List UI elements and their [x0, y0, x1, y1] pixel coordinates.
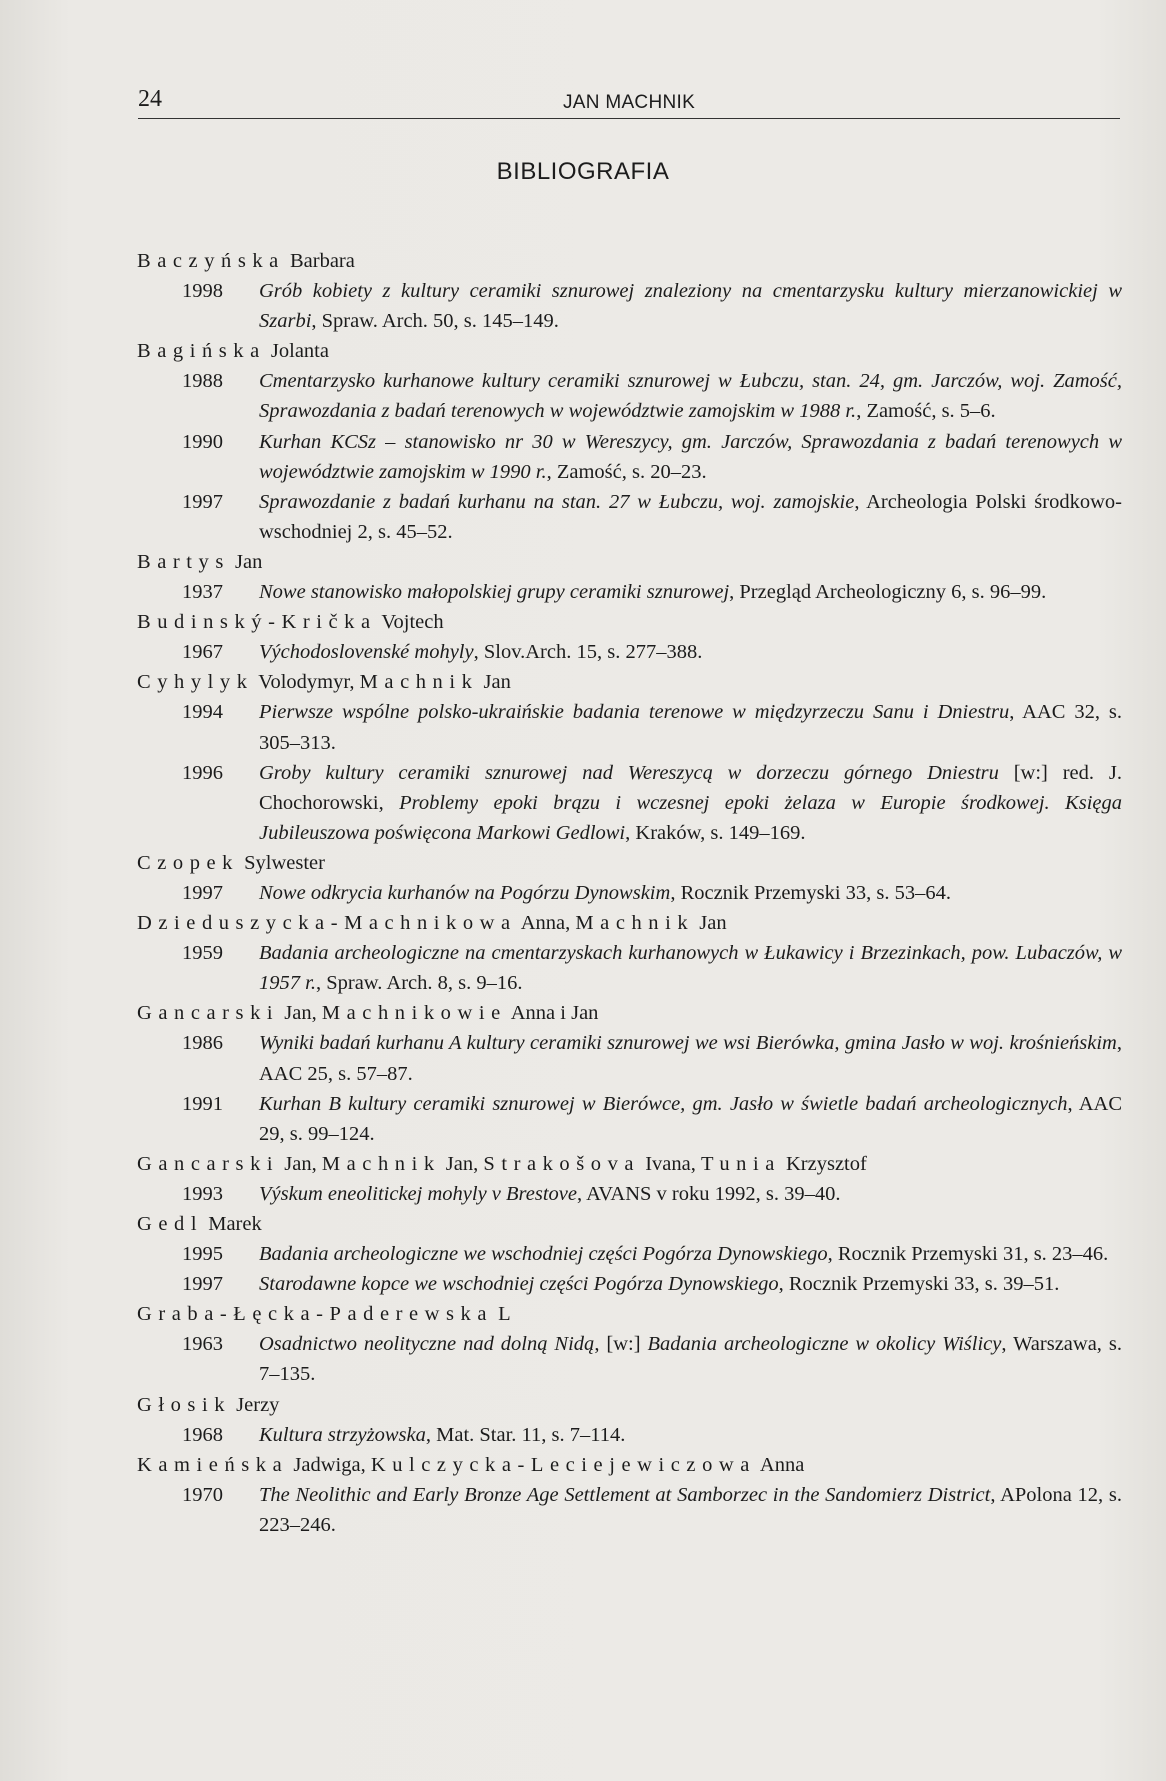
bib-entry: [137, 1329, 1122, 1389]
bib-entry: [137, 1179, 1122, 1209]
author-surname: Cyhylyk: [137, 671, 254, 694]
entry-year: 1986: [182, 1032, 223, 1055]
author-name-text: L: [493, 1303, 511, 1326]
bib-author: [137, 547, 1122, 577]
reference-details: , Przegląd Archeologiczny 6, s. 96–99.: [729, 581, 1047, 604]
entry-reference: [259, 1089, 1122, 1149]
reference-details: , Warszawa, s. 7–135.: [259, 1333, 1122, 1386]
bib-entry: [137, 938, 1122, 998]
author-name-text: Jan,: [440, 1152, 484, 1175]
page-number: 24: [138, 86, 162, 112]
reference-title: Východoslovenské mohyly: [259, 641, 474, 664]
reference-details: , Spraw. Arch. 8, s. 9–16.: [315, 972, 523, 995]
reference-details: , Mat. Star. 11, s. 7–114.: [425, 1423, 626, 1446]
author-surname: Machnikowie: [321, 1002, 507, 1025]
author-name-text: Anna,: [516, 912, 576, 935]
reference-details: , AAC 25, s. 57–87.: [259, 1032, 1122, 1085]
entry-reference: [259, 487, 1122, 547]
entry-reference: [259, 427, 1122, 487]
author-surname: Gancarski: [137, 1152, 280, 1175]
reference-details: , Kraków, s. 149–169.: [625, 821, 806, 844]
author-surname: Machnik: [321, 1152, 441, 1175]
bib-author: [137, 998, 1122, 1028]
author-surname: Gancarski: [137, 1002, 280, 1025]
author-name-text: Barbara: [284, 250, 355, 272]
author-surname: Głosik: [137, 1393, 232, 1416]
author-surname: Czopek: [137, 851, 239, 874]
bib-entry: [137, 697, 1122, 757]
author-surname: Machnik: [575, 912, 695, 935]
bib-entry: [137, 758, 1122, 848]
running-head: [138, 86, 1120, 119]
author-name-text: Jadwiga,: [288, 1453, 371, 1476]
bib-author: [137, 1209, 1122, 1239]
author-surname: Bartys: [137, 550, 230, 573]
author-surname: Tunia: [700, 1152, 781, 1175]
reference-title: Groby kultury ceramiki sznurowej nad Wereszycą w dorzeczu górnego Dniestru: [259, 761, 999, 784]
entry-reference: [259, 276, 1122, 336]
bib-entry: [137, 637, 1122, 667]
bib-entry: [137, 427, 1122, 487]
entry-reference: [259, 1239, 1122, 1269]
entry-year: 1988: [182, 370, 223, 393]
reference-title: Problemy epoki brązu i wczesnej epoki żelaza w Europie środkowej. Księga Jubileuszowa poświęcona Markowi Gedlowi: [259, 791, 1123, 844]
reference-title: Cmentarzysko kurhanowe kultury ceramiki sznurowej w Łubczu, stan. 24, gm. Jarczów, woj. Zamość, Sprawozdania z badań terenowych w województwie zamojskim w 1988 r.: [259, 370, 1122, 423]
section-title: BIBLIOGRAFIA: [496, 158, 670, 185]
reference-details: , Rocznik Przemyski 33, s. 53–64.: [670, 881, 952, 904]
author-name-text: Jan,: [279, 1002, 322, 1025]
reference-details: , AAC 32, s. 305–313.: [259, 701, 1122, 754]
reference-details: , AAC 29, s. 99–124.: [259, 1092, 1122, 1145]
reference-title: Nowe odkrycia kurhanów na Pogórzu Dynowskim: [259, 881, 671, 904]
entry-year: 1967: [182, 641, 223, 664]
running-title: JAN MACHNIK: [562, 92, 696, 113]
reference-title: Kurhan KCSz – stanowisko nr 30 w Wereszycy, gm. Jarczów, Sprawozdania z badań terenowych w województwie zamojskim w 1990 r.: [259, 430, 1122, 483]
reference-title: Nowe stanowisko małopolskiej grupy ceramiki sznurowej: [259, 581, 730, 604]
author-surname: Bagińska: [137, 340, 266, 363]
author-name-text: Jan: [478, 671, 511, 694]
bib-entry: [137, 577, 1122, 607]
entry-year: 1997: [182, 881, 223, 904]
reference-details: , Zamość, s. 20–23.: [546, 460, 707, 483]
reference-details: , Spraw. Arch. 50, s. 145–149.: [311, 310, 559, 333]
entry-reference: [259, 1480, 1122, 1540]
bib-author: [137, 246, 1122, 276]
reference-details: , Rocznik Przemyski 31, s. 23–46.: [827, 1243, 1109, 1266]
bib-author: [137, 1149, 1122, 1179]
bib-author: [137, 1390, 1122, 1420]
reference-title: Osadnictwo neolityczne nad dolną Nidą: [259, 1333, 595, 1356]
reference-details: , Zamość, s. 5–6.: [856, 400, 996, 423]
bib-author: [137, 908, 1122, 938]
entry-reference: [259, 1269, 1122, 1299]
author-surname: Budinský-Krička: [137, 611, 377, 634]
author-name-text: Anna i Jan: [506, 1002, 599, 1025]
reference-title: Pierwsze wspólne polsko-ukraińskie badania terenowe w międzyrzeczu Sanu i Dniestru: [259, 701, 1010, 724]
reference-details: , Rocznik Przemyski 33, s. 39–51.: [778, 1273, 1060, 1296]
author-name-text: Marek: [203, 1213, 262, 1235]
entry-reference: [259, 366, 1122, 426]
bib-author: [137, 607, 1122, 637]
entry-year: 1937: [182, 581, 223, 604]
reference-title: The Neolithic and Early Bronze Age Settlement at Samborzec in the Sandomierz District: [259, 1483, 991, 1506]
bib-entry: [137, 276, 1122, 336]
entry-year: 1991: [182, 1092, 223, 1115]
bib-entry: [137, 878, 1122, 908]
reference-title: Sprawozdanie z badań kurhanu na stan. 27 w Łubczu, woj. zamojskie: [259, 490, 855, 513]
reference-details: , Slov.Arch. 15, s. 277–388.: [473, 641, 703, 664]
entry-year: 1968: [182, 1423, 223, 1446]
entry-reference: [259, 938, 1122, 998]
entry-year: 1990: [182, 430, 223, 453]
entry-year: 1993: [182, 1182, 223, 1205]
entry-year: 1959: [182, 942, 223, 965]
reference-details: , AVANS v roku 1992, s. 39–40.: [576, 1182, 841, 1205]
bib-entry: [137, 1269, 1122, 1299]
author-name-text: Anna: [755, 1453, 805, 1476]
entry-year: 1995: [182, 1243, 223, 1266]
entry-reference: [259, 1329, 1122, 1389]
author-name-text: Jan: [694, 912, 727, 935]
entry-year: 1970: [182, 1483, 223, 1506]
entry-reference: [259, 1420, 1122, 1450]
entry-year: 1997: [182, 1273, 223, 1296]
reference-title: Badania archeologiczne w okolicy Wiślicy: [647, 1333, 1002, 1356]
reference-title: Starodawne kopce we wschodniej części Pogórza Dynowskiego: [259, 1273, 779, 1296]
author-name-text: Sylwester: [238, 851, 325, 874]
reference-title: Výskum eneolitickej mohyly v Brestove: [259, 1182, 577, 1205]
bibliography-list: [137, 246, 1122, 1540]
reference-details: , APolona 12, s. 223–246.: [259, 1483, 1122, 1536]
bib-author: [137, 667, 1122, 697]
reference-title: Kultura strzyżowska: [259, 1423, 426, 1446]
entry-year: 1963: [182, 1333, 223, 1356]
entry-year: 1998: [182, 280, 223, 303]
entry-year: 1996: [182, 761, 223, 784]
bib-author: [137, 848, 1122, 878]
author-name-text: Jolanta: [265, 340, 329, 363]
reference-details: , [w:]: [594, 1333, 648, 1356]
author-name-text: Ivana,: [640, 1152, 701, 1175]
author-surname: Strakošova: [483, 1152, 641, 1175]
bib-entry: [137, 487, 1122, 547]
author-name-text: Jerzy: [231, 1393, 280, 1416]
bib-entry: [137, 366, 1122, 426]
reference-details: , Archeologia Polski środkowo-wschodniej 2, s. 45–52.: [259, 490, 1122, 543]
author-surname: Baczyńska: [137, 250, 285, 272]
reference-title: Badania archeologiczne we wschodniej części Pogórza Dynowskiego: [259, 1243, 828, 1266]
author-name-text: Vojtech: [376, 611, 444, 634]
entry-year: 1994: [182, 701, 223, 724]
author-surname: Kamieńska: [137, 1453, 289, 1476]
author-surname: Gedl: [137, 1213, 204, 1235]
reference-title: Kurhan B kultury ceramiki sznurowej w Bierówce, gm. Jasło w świetle badań archeologicznych: [259, 1092, 1068, 1115]
bib-author: [137, 336, 1122, 366]
bib-entry: [137, 1028, 1122, 1088]
author-name-text: Volodymyr,: [253, 671, 360, 694]
bib-entry: [137, 1089, 1122, 1149]
bib-author: [137, 1450, 1122, 1480]
author-name-text: Jan: [229, 550, 263, 573]
author-surname: Kulczycka-Leciejewiczowa: [370, 1453, 756, 1476]
entry-reference: [259, 758, 1122, 848]
bib-entry: [137, 1480, 1122, 1540]
bib-entry: [137, 1239, 1122, 1269]
author-surname: Machnik: [359, 671, 479, 694]
reference-details: [w:] red. J. Chochorowski,: [259, 761, 1122, 814]
author-name-text: Krzysztof: [780, 1152, 867, 1175]
reference-title: Wyniki badań kurhanu A kultury ceramiki sznurowej we wsi Bierówka, gmina Jasło w woj. krośnieńskim: [259, 1032, 1117, 1055]
entry-reference: [259, 878, 1122, 908]
reference-title: Badania archeologiczne na cmentarzyskach kurhanowych w Łukawicy i Brzezinkach, pow. Lubaczów, w 1957 r.: [259, 942, 1122, 995]
author-name-text: Jan,: [279, 1152, 322, 1175]
author-surname: Graba-Łęcka-Paderewska: [137, 1303, 494, 1326]
entry-year: 1997: [182, 490, 223, 513]
reference-title: Grób kobiety z kultury ceramiki sznurowej znaleziony na cmentarzysku kultury mierzanowickiej w Szarbi: [259, 280, 1122, 333]
entry-reference: [259, 697, 1122, 757]
entry-reference: [259, 1179, 1122, 1209]
entry-reference: [259, 637, 1122, 667]
bib-author: [137, 1299, 1122, 1329]
bib-entry: [137, 1420, 1122, 1450]
entry-reference: [259, 1028, 1122, 1088]
entry-reference: [259, 577, 1122, 607]
author-surname: Dzieduszycka-Machnikowa: [137, 912, 517, 935]
